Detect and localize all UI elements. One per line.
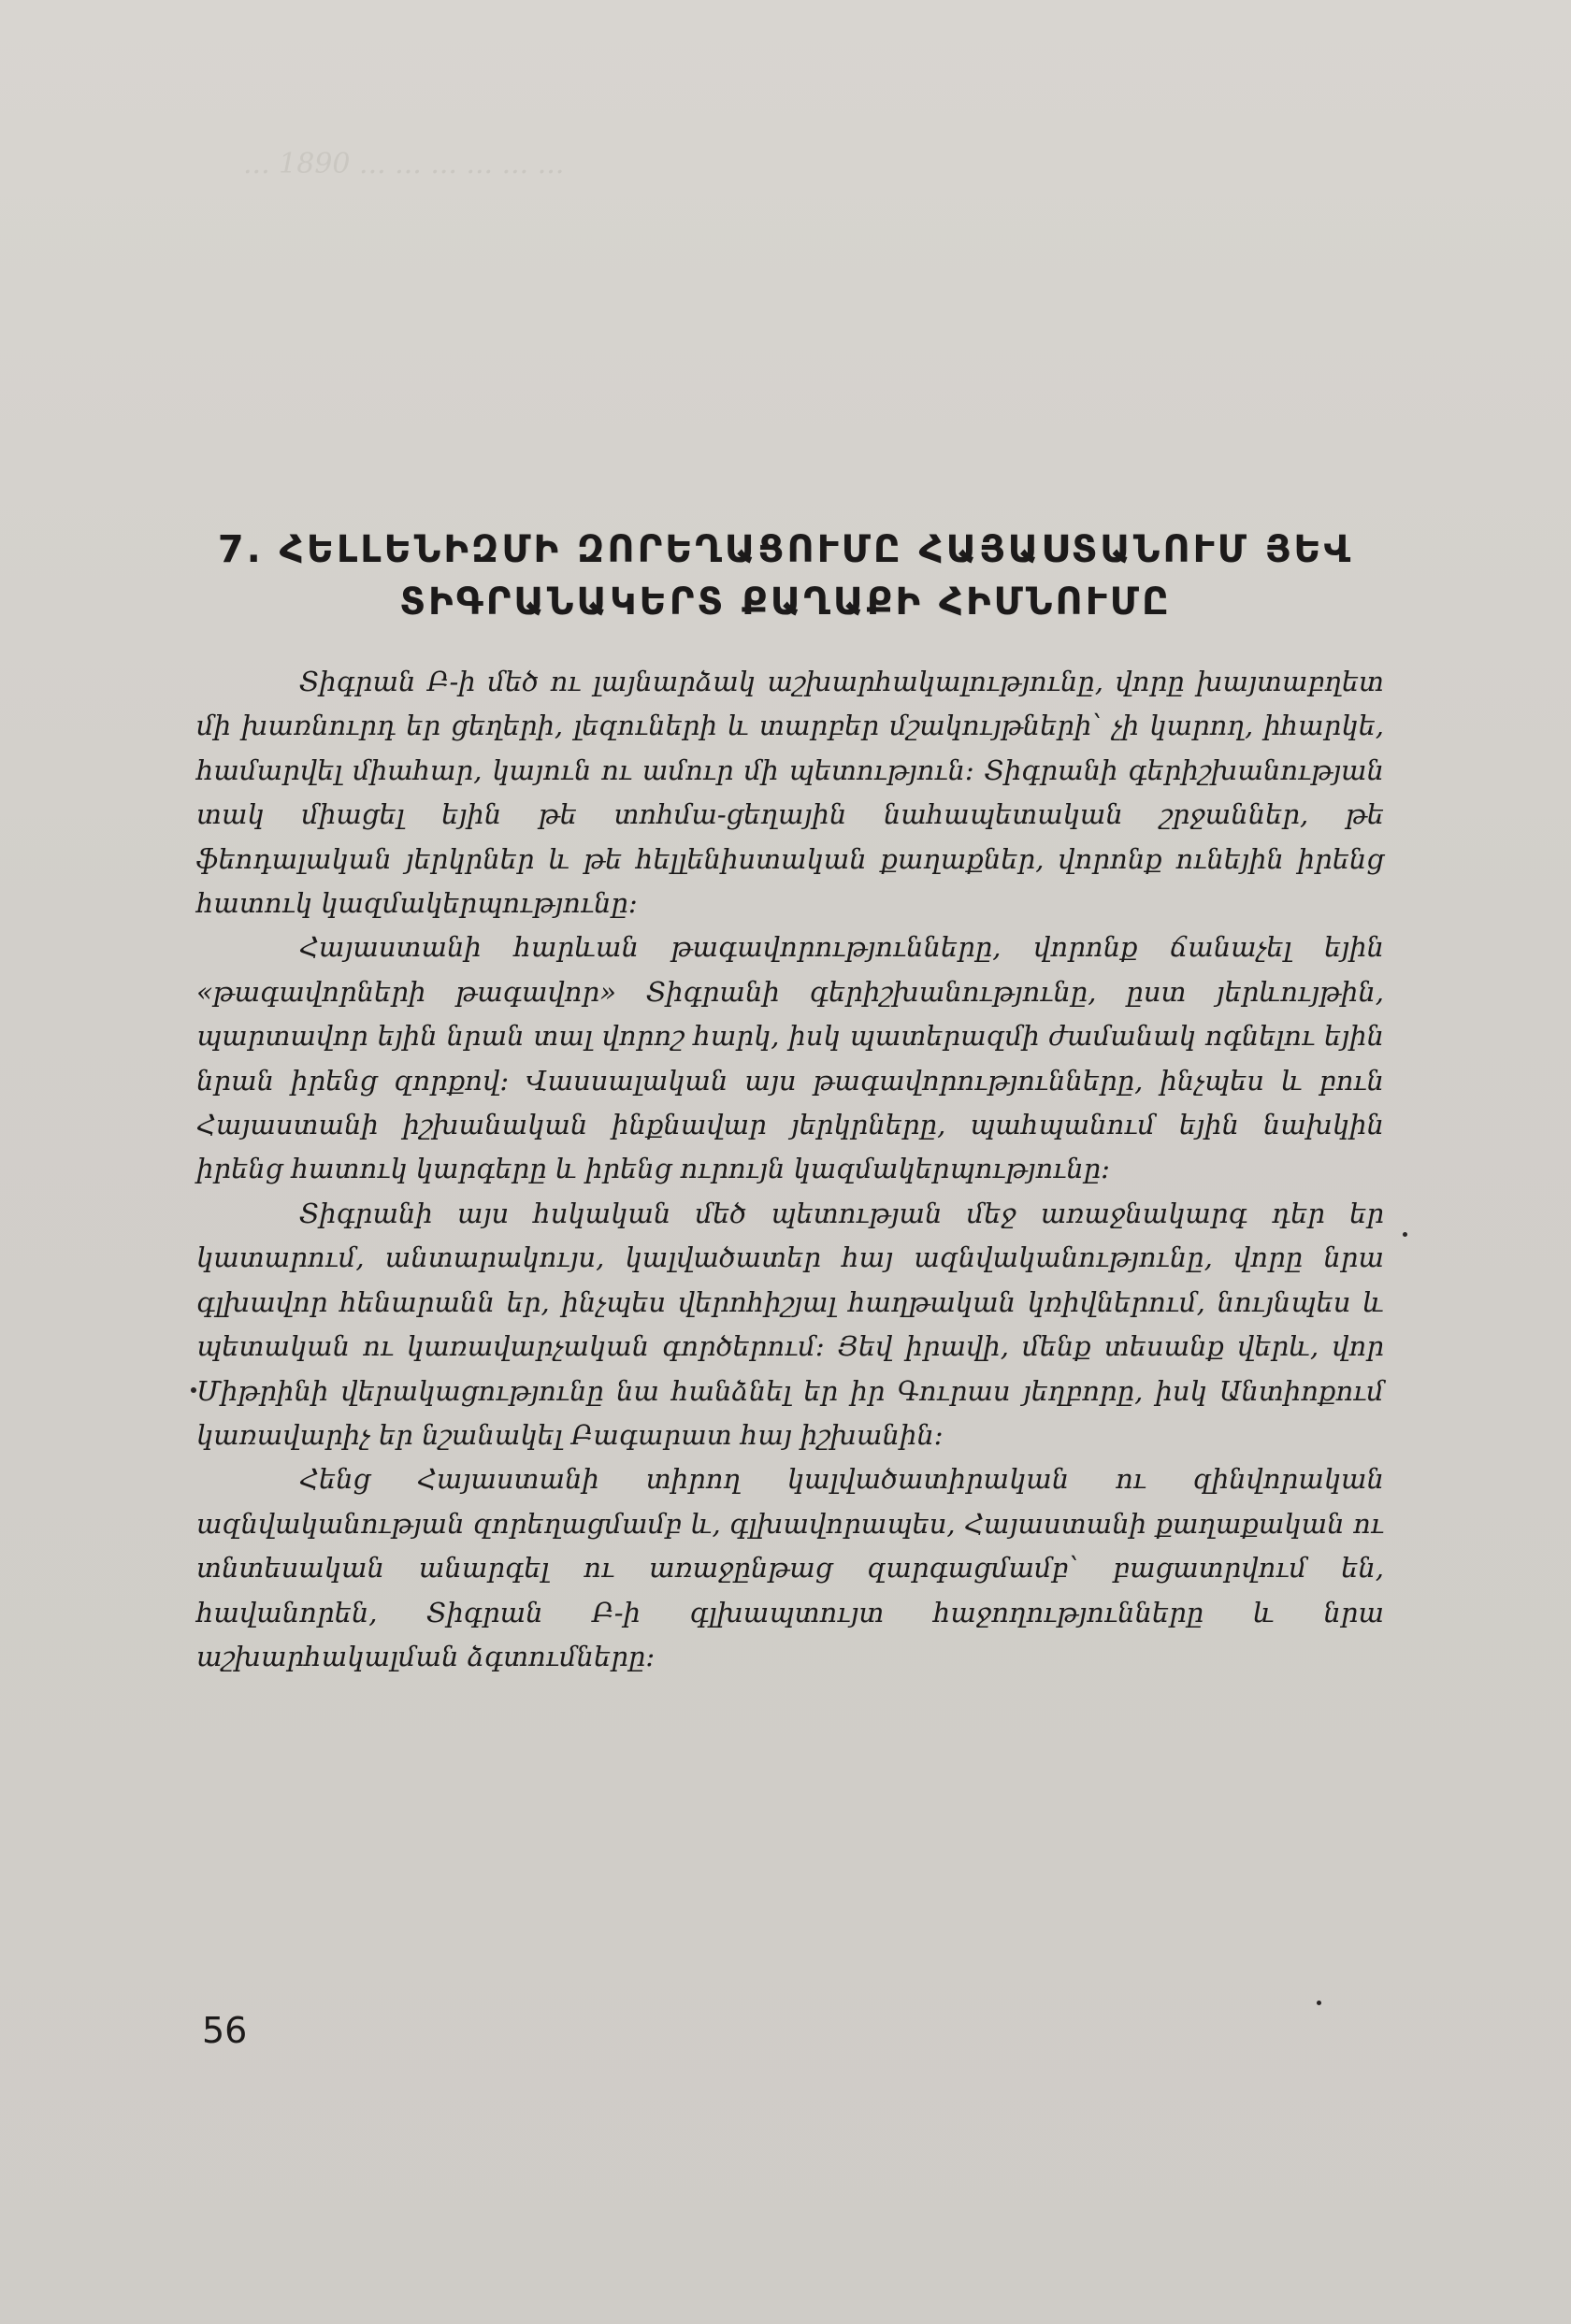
paragraph: Տիգրանի այս հսկական մեծ պետության մեջ առաջնակարգ դեր եր կատարում, անտարակույս, կալվածատեր հայ ազնվականությունը, վորը նրա գլխավոր հենարանն եր, ինչպես վերոհիշյալ հաղթական կռիվներում, նույնպես և պետական ու կառավարչական գործերում։ Յեվ իրավի, մենք տեսանք վերև, վոր Միթրինի վերակացությունը նա հանձնել եր իր Գուրաս յեղբորը, իսկ Անտիոքում կառավարիչ եր նշանակել Բագարատ հայ իշխանին։	[196, 1197, 1384, 1451]
ink-speck	[1317, 2001, 1321, 2005]
chapter-heading-line-2: ՏԻԳՐԱՆԱԿԵՐՏ ՔԱՂԱՔԻ ՀԻՄՆՈՒՄԸ	[399, 581, 1172, 624]
ink-speck	[191, 1387, 196, 1393]
page-number: 56	[202, 2010, 248, 2051]
body-text	[196, 660, 1384, 1679]
paragraph: Հենց Հայաստանի տիրող կալվածատիրական ու զինվորական ազնվականության զորեղացմամբ և, գլխավորապես, Հայաստանի քաղաքական ու տնտեսական անարգել ու առաջընթաց զարգացմամբ՝ բացատրվում են, հավանորեն, Տիգրան Բ-ի գլխապտույտ հաջողությունները և նրա աշխարհակալման ձգտումները։	[196, 1463, 1384, 1672]
ink-speck	[1403, 1232, 1407, 1237]
chapter-heading	[187, 524, 1384, 628]
paragraph: Տիգրան Բ-ի մեծ ու լայնարձակ աշխարհակալությունը, վորը խայտաբղետ մի խառնուրդ եր ցեղերի, լեզուների և տարբեր մշակույթների՝ չի կարող, իհարկե, համարվել միահար, կայուն ու ամուր մի պետություն։ Տիգրանի գերիշխանության տակ միացել եյին թե տոհմա-ցեղային նահապետական շրջաններ, թե ֆեոդալական յերկրներ և թե հելլենիստական քաղաքներ, վորոնք ունեյին իրենց հատուկ կազմակերպությունը։	[196, 666, 1384, 920]
bleed-through-text: ... 1890 ... ... ... ... ... ...	[243, 148, 565, 180]
paragraph: Հայաստանի հարևան թագավորությունները, վորոնք ճանաչել եյին «թագավորների թագավոր» Տիգրանի գերիշխանությունը, ըստ յերևույթին, պարտավոր եյին նրան տալ վորոշ հարկ, իսկ պատերազմի ժամանակ ոգնելու եյին նրան իրենց զորքով։ Վասսալական այս թագավորությունները, ինչպես և բուն Հայաստանի իշխանական ինքնավար յերկրները, պահպանում եյին նախկին իրենց հատուկ կարգերը և իրենց ուրույն կազմակերպությունը։	[196, 931, 1384, 1185]
chapter-heading-line-1: 7. ՀԵԼԼԵՆԻԶՄԻ ԶՈՐԵՂԱՑՈՒՄԸ ՀԱՅԱՍՏԱՆՈՒՄ ՅԵՎ	[217, 528, 1354, 571]
